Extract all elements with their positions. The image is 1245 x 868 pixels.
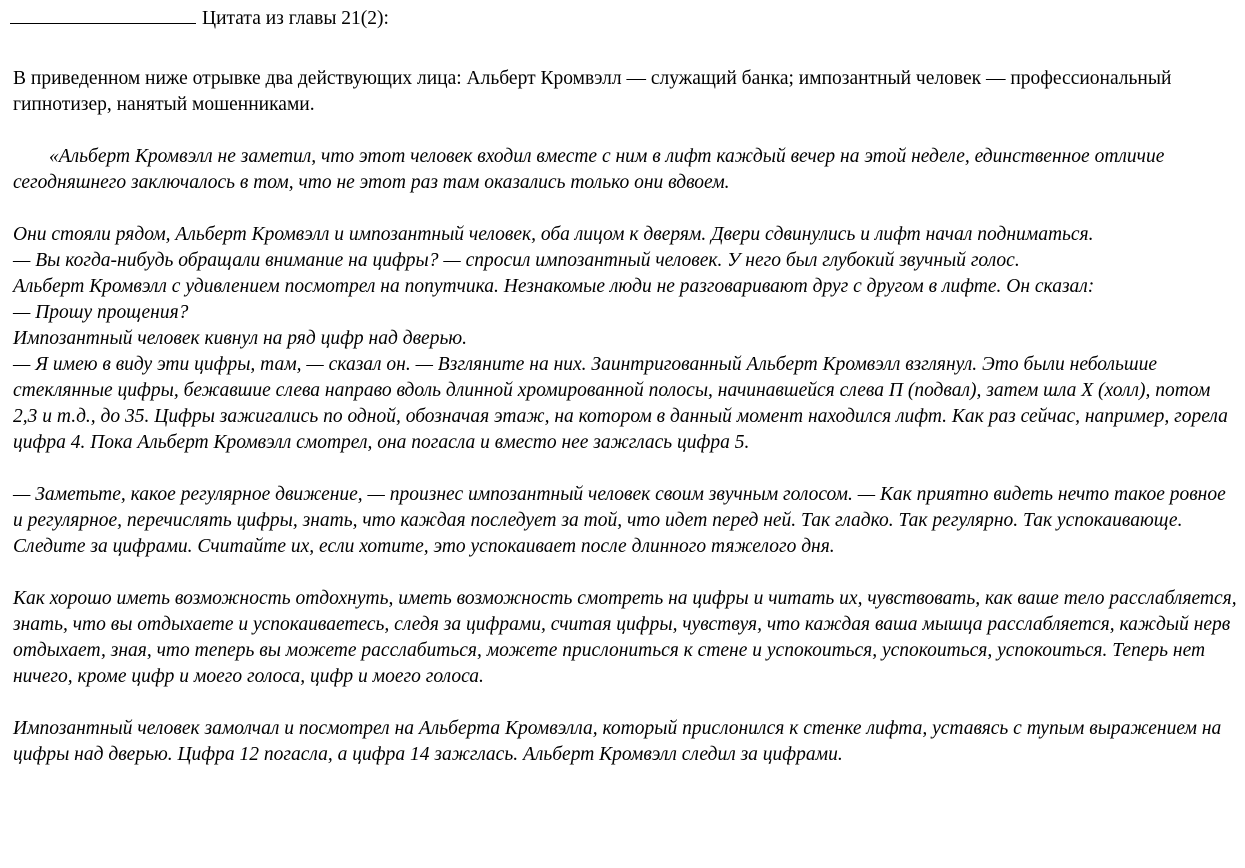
quote-paragraph-6: Импозантный человек кивнул на ряд цифр над дверью. (13, 328, 467, 349)
quote-paragraph-7: — Я имею в виду эти цифры, там, — сказал он. — Взгляните на них. Заинтригованный Альберт Кромвэлл взглянул. Это были небольшие стеклянные цифры, бежавшие слева направо вдоль длинной хромированной полосы, начинавшейся слева П (подвал), затем шла Х (холл), потом 2,3 и т.д., до 35. Цифры зажигались по одной, обозначая этаж, на котором в данный момент находился лифт. Как раз сейчас, например, горела цифра 4. Пока Альберт Кромвэлл смотрел, она погасла и вместо нее зажглась цифра 5. (13, 354, 1228, 453)
chapter-title: Цитата из главы 21(2): (202, 8, 389, 29)
quote-paragraph-4: Альберт Кромвэлл с удивлением посмотрел на попутчика. Незнакомые люди не разговаривают друг с другом в лифте. Он сказал: (13, 276, 1095, 297)
blank-underline (10, 5, 196, 24)
chapter-header (13, 5, 1238, 32)
document-page (13, 0, 1238, 768)
quote-paragraph-10: Импозантный человек замолчал и посмотрел на Альберта Кромвэлла, который прислонился к стенке лифта, уставясь с тупым выражением на цифры над дверью. Цифра 12 погасла, а цифра 14 зажглась. Альберт Кромвэлл следил за цифрами. (13, 718, 1222, 765)
quote-paragraph-1: «Альберт Кромвэлл не заметил, что этот человек входил вместе с ним в лифт каждый вечер на этой неделе, единственное отличие сегодняшнего заключалось в том, что не этот раз там оказались только они вдвоем. (13, 146, 1165, 193)
quote-paragraph-9: Как хорошо иметь возможность отдохнуть, иметь возможность смотреть на цифры и читать их, чувствовать, как ваше тело расслабляется, знать, что вы отдыхаете и успокаиваетесь, следя за цифрами, считая цифры, чувствуя, что каждая ваша мышца расслабляется, каждый нерв отдыхает, зная, что теперь вы можете расслабиться, можете прислониться к стене и успокоиться, успокоиться, успокоиться. Теперь нет ничего, кроме цифр и моего голоса, цифр и моего голоса. (13, 588, 1237, 687)
quote-paragraph-8: — Заметьте, какое регулярное движение, — произнес импозантный человек своим звучным голосом. — Как приятно видеть нечто такое ровное и регулярное, перечислять цифры, знать, что каждая последует за той, что идет перед ней. Так гладко. Так регулярно. Так успокаивающе. Следите за цифрами. Считайте их, если хотите, это успокаивает после длинного тяжелого дня. (13, 484, 1226, 557)
intro-paragraph: В приведенном ниже отрывке два действующих лица: Альберт Кромвэлл — служащий банка; импозантный человек — профессиональный гипнотизер, нанятый мошенниками. (13, 68, 1172, 115)
quote-block (13, 144, 1238, 768)
quote-paragraph-5: — Прошу прощения? (13, 302, 189, 323)
quote-paragraph-3: — Вы когда-нибудь обращали внимание на цифры? — спросил импозантный человек. У него был глубокий звучный голос. (13, 250, 1020, 271)
quote-paragraph-2: Они стояли рядом, Альберт Кромвэлл и импозантный человек, оба лицом к дверям. Двери сдвинулись и лифт начал подниматься. (13, 224, 1094, 245)
